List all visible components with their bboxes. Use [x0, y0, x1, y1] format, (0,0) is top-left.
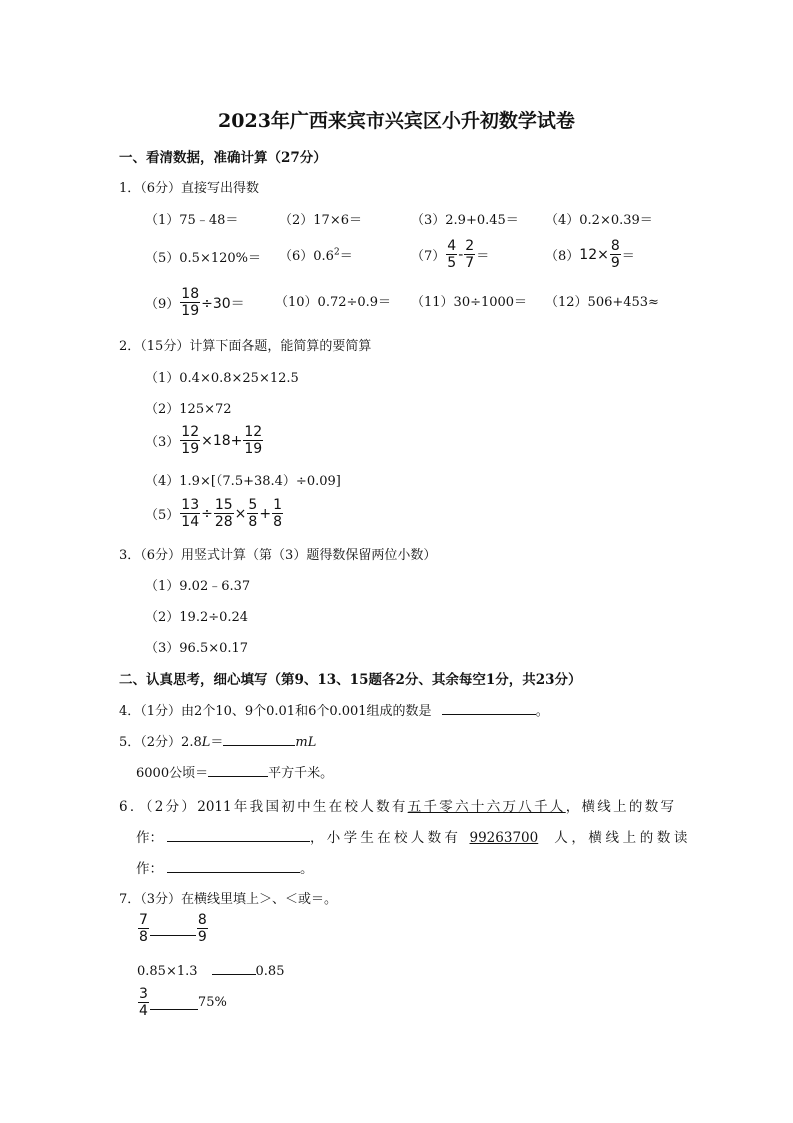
fraction: $\frac{12}{19}$	[181, 424, 200, 457]
fraction: $\frac{2}{7}$	[465, 238, 475, 271]
fraction: $\frac{4}{5}$	[447, 238, 457, 271]
q7-row-2: 0.85×1.3 0.85	[137, 960, 284, 979]
exponent: 2	[333, 247, 340, 258]
answer-blank[interactable]	[223, 731, 295, 746]
page-title: 2023年广西来宾市兴宾区小升初数学试卷	[218, 110, 575, 132]
q2-item-1: （1）0.4×0.8×25×12.5	[145, 371, 299, 386]
q2-item-4: （4）1.9×[（7.5+38.4）÷0.09]	[145, 474, 341, 489]
q1-item-5: （5）0.5×120%＝	[145, 251, 262, 266]
answer-blank[interactable]	[212, 960, 256, 975]
q1-item-6: $(6)0.6^2=$	[279, 247, 353, 264]
answer-blank[interactable]	[167, 858, 300, 873]
q3-item-1: （1）9.02﹣6.37	[145, 579, 251, 594]
fraction: $\frac{18}{19}$	[181, 286, 200, 319]
q2-item-3: （3） $\frac{12}{19}$ ×18+ $\frac{12}{19}$	[145, 424, 263, 457]
q1-item-1: （1）75﹣48＝	[145, 213, 239, 228]
q1-item-3: （3）2.9+0.45＝	[411, 213, 519, 228]
answer-blank[interactable]	[150, 995, 198, 1010]
answer-blank[interactable]	[150, 921, 196, 936]
q1-item-9: （9） $\frac{18}{19}$ ÷30＝	[145, 286, 245, 319]
fraction: $\frac{8}{9}$	[610, 238, 620, 271]
q2-item-2: （2）125×72	[145, 402, 232, 417]
q1-item-10: （10）0.72÷0.9＝	[275, 295, 392, 310]
q1-item-12: （12）506+453≈	[545, 295, 659, 310]
underlined-number: 五千零六十六万八千人	[407, 799, 566, 815]
q5-line-2: 6000公顷＝ 平方千米。	[136, 762, 333, 781]
q5-line-1: 5．（2分）2.8L＝ mL	[119, 731, 316, 750]
answer-blank[interactable]	[442, 700, 536, 715]
section-2-heading: 二、认真思考，细心填写（第9、13、15题各2分、其余每空1分，共23分）	[119, 672, 582, 688]
fraction: $\frac{7}{8}$	[139, 912, 148, 945]
q4: 4．（1分）由2个10、9个0.01和6个0.001组成的数是 。	[119, 700, 549, 719]
answer-blank[interactable]	[167, 827, 310, 842]
q1-item-4: （4）0.2×0.39＝	[545, 213, 653, 228]
q2-stem: 2．（15分）计算下面各题，能简算的要简算	[119, 339, 372, 354]
fraction: $\frac{13}{14}$	[181, 497, 200, 530]
q1-stem: 1．（6分）直接写出得数	[119, 181, 260, 196]
q7-stem: 7．（3分）在横线里填上＞、＜或＝。	[119, 892, 338, 907]
q6-line-1: 6．（2分）2011年我国初中生在校人数有五千零六十六万八千人，横线上的数写	[119, 799, 675, 815]
q7-row-1	[137, 912, 209, 945]
q1-item-2: （2）17×6＝	[279, 213, 362, 228]
q6-line-2: 作： ，小学生在校人数有 99263700 人，横线上的数读	[136, 826, 691, 846]
answer-blank[interactable]	[208, 762, 268, 777]
q6-line-3: 作： 。	[136, 857, 314, 877]
fraction: $\frac{3}{4}$	[139, 986, 148, 1019]
fraction: $\frac{8}{9}$	[197, 912, 207, 945]
q3-stem: 3．（6分）用竖式计算（第（3）题得数保留两位小数）	[119, 548, 437, 563]
q7-row-3: $\frac{3}{4}$ 75%	[139, 986, 227, 1019]
fraction: $\frac{1}{8}$	[273, 497, 282, 530]
fraction: $\frac{15}{28}$	[214, 497, 233, 530]
underlined-number: 99263700	[469, 830, 539, 846]
section-1-heading: 一、看清数据，准确计算（27分）	[119, 150, 327, 166]
q3-item-3: （3）96.5×0.17	[145, 641, 249, 656]
q2-item-5: （5） $\frac{13}{14}$ ÷ $\frac{15}{28}$ × $\frac{5}{8}$ + $\frac{1}{8}$	[145, 497, 282, 530]
fraction: $\frac{5}{8}$	[248, 497, 258, 530]
q1-item-11: （11）30÷1000＝	[411, 295, 528, 310]
fraction: $\frac{12}{19}$	[244, 424, 263, 457]
q3-item-2: （2）19.2÷0.24	[145, 610, 249, 625]
q1-item-7: （7） $\frac{4}{5}$ - $\frac{2}{7}$ ＝	[411, 238, 490, 271]
q1-item-8: （8） 12× $\frac{8}{9}$ ＝	[545, 238, 635, 271]
